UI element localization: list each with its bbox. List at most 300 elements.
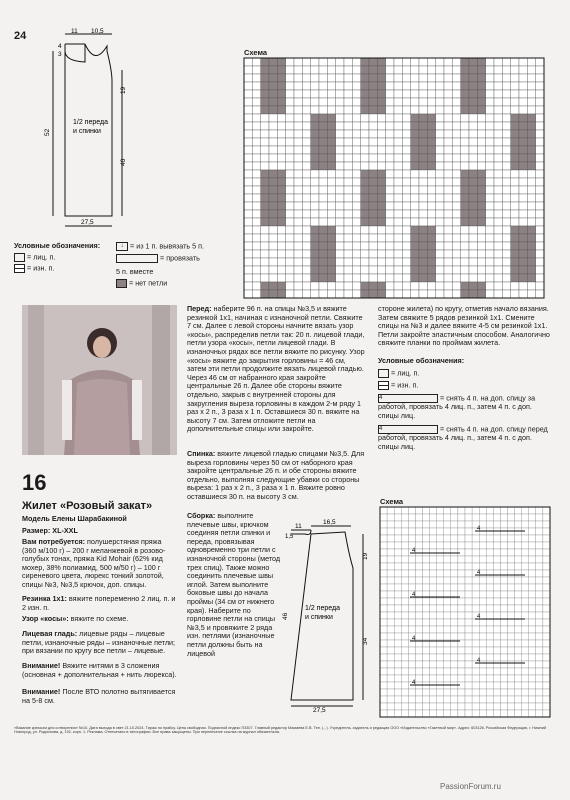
scheme-cell bbox=[519, 290, 527, 298]
scheme-cell bbox=[494, 98, 502, 106]
scheme-cell bbox=[452, 210, 460, 218]
scheme-cell bbox=[352, 282, 360, 290]
scheme-cell bbox=[519, 122, 527, 130]
scheme-cell bbox=[286, 210, 294, 218]
scheme-cell bbox=[352, 210, 360, 218]
scheme-bottom-cell bbox=[529, 689, 536, 696]
scheme-bottom-cell bbox=[437, 563, 444, 570]
scheme-bottom-cell bbox=[415, 612, 422, 619]
scheme-bottom-cell bbox=[415, 605, 422, 612]
scheme-bottom-cell bbox=[515, 549, 522, 556]
scheme-bottom-cell bbox=[493, 556, 500, 563]
scheme-cell bbox=[311, 146, 319, 154]
scheme-bottom-cell bbox=[529, 549, 536, 556]
scheme-bottom-cell bbox=[380, 633, 387, 640]
scheme-cell bbox=[302, 122, 310, 130]
scheme-cell bbox=[536, 202, 544, 210]
dim-w1: 11 bbox=[71, 28, 78, 35]
scheme-cell bbox=[419, 234, 427, 242]
scheme-cell bbox=[369, 106, 377, 114]
scheme-bottom-cell bbox=[380, 535, 387, 542]
scheme-cell bbox=[402, 106, 410, 114]
scheme-cell bbox=[519, 146, 527, 154]
cable-mark-label: 4 bbox=[477, 526, 481, 532]
scheme-cell bbox=[327, 250, 335, 258]
scheme-cell bbox=[344, 266, 352, 274]
scheme-bottom-cell bbox=[408, 703, 415, 710]
scheme-cell bbox=[494, 114, 502, 122]
scheme-cell bbox=[327, 282, 335, 290]
scheme-bottom-cell bbox=[479, 549, 486, 556]
cable-mark-label: 4 bbox=[412, 592, 416, 598]
cable-front-icon: 4 bbox=[378, 425, 438, 434]
scheme-cell bbox=[311, 234, 319, 242]
scheme-bottom-cell bbox=[486, 619, 493, 626]
scheme-cell bbox=[419, 194, 427, 202]
scheme-cell bbox=[252, 186, 260, 194]
scheme-cell bbox=[494, 218, 502, 226]
scheme-cell bbox=[461, 202, 469, 210]
scheme-cell bbox=[444, 234, 452, 242]
scheme-cell bbox=[269, 258, 277, 266]
scheme-cell bbox=[419, 218, 427, 226]
scheme-cell bbox=[494, 210, 502, 218]
scheme-bottom-cell bbox=[437, 528, 444, 535]
scheme-bottom-cell bbox=[465, 570, 472, 577]
scheme-cell bbox=[494, 138, 502, 146]
scheme-bottom-cell bbox=[486, 675, 493, 682]
scheme-cell bbox=[327, 290, 335, 298]
scheme-cell bbox=[394, 146, 402, 154]
scheme-bottom-cell bbox=[536, 633, 543, 640]
scheme-bottom-cell bbox=[458, 570, 465, 577]
scheme-bottom-cell bbox=[444, 584, 451, 591]
scheme-cell bbox=[369, 74, 377, 82]
scheme-cell bbox=[319, 114, 327, 122]
scheme-cell bbox=[327, 146, 335, 154]
scheme-bottom-cell bbox=[529, 640, 536, 647]
scheme-cell bbox=[519, 170, 527, 178]
scheme-cell bbox=[361, 258, 369, 266]
scheme-cell bbox=[477, 186, 485, 194]
dim-width: 27,5 bbox=[81, 219, 94, 226]
scheme-cell bbox=[461, 274, 469, 282]
scheme-bottom-cell bbox=[401, 710, 408, 717]
scheme-cell bbox=[394, 242, 402, 250]
scheme-cell bbox=[294, 194, 302, 202]
scheme-cell bbox=[411, 130, 419, 138]
scheme-cell bbox=[252, 258, 260, 266]
scheme-cell bbox=[427, 266, 435, 274]
scheme-bottom-cell bbox=[458, 633, 465, 640]
scheme-bottom-cell bbox=[515, 710, 522, 717]
scheme-cell bbox=[527, 114, 535, 122]
scheme-bottom-cell bbox=[529, 570, 536, 577]
scheme-cell bbox=[527, 290, 535, 298]
scheme-cell bbox=[477, 218, 485, 226]
scheme-bottom-cell bbox=[529, 598, 536, 605]
scheme-cell bbox=[519, 234, 527, 242]
scheme-bottom-cell bbox=[529, 591, 536, 598]
scheme-cell bbox=[336, 114, 344, 122]
scheme-cell bbox=[469, 170, 477, 178]
scheme-cell bbox=[386, 138, 394, 146]
scheme-cell bbox=[411, 58, 419, 66]
scheme-bottom-cell bbox=[522, 703, 529, 710]
scheme-cell bbox=[436, 122, 444, 130]
scheme-cell bbox=[369, 130, 377, 138]
scheme-bottom-cell bbox=[508, 577, 515, 584]
scheme-bottom-cell bbox=[423, 661, 430, 668]
scheme-cell bbox=[511, 98, 519, 106]
scheme-cell bbox=[402, 58, 410, 66]
scheme-bottom-cell bbox=[500, 563, 507, 570]
scheme-bottom-cell bbox=[415, 710, 422, 717]
scheme-bottom-cell bbox=[522, 647, 529, 654]
scheme-bottom-cell bbox=[380, 619, 387, 626]
scheme-cell bbox=[286, 266, 294, 274]
scheme-cell bbox=[427, 290, 435, 298]
scheme-cell bbox=[261, 106, 269, 114]
scheme-cell bbox=[286, 226, 294, 234]
scheme-cell bbox=[477, 250, 485, 258]
scheme-cell bbox=[469, 66, 477, 74]
scheme-bottom-cell bbox=[430, 570, 437, 577]
scheme-bottom-cell bbox=[529, 626, 536, 633]
scheme-cell bbox=[336, 66, 344, 74]
scheme-cell bbox=[294, 250, 302, 258]
scheme-cell bbox=[286, 114, 294, 122]
scheme-cell bbox=[402, 146, 410, 154]
scheme-cell bbox=[344, 138, 352, 146]
scheme-bottom-cell bbox=[522, 682, 529, 689]
scheme-bottom-cell bbox=[444, 535, 451, 542]
scheme-cell bbox=[486, 74, 494, 82]
scheme-cell bbox=[352, 162, 360, 170]
scheme-cell bbox=[361, 186, 369, 194]
scheme-cell bbox=[244, 266, 252, 274]
scheme-cell bbox=[527, 58, 535, 66]
scheme-cell bbox=[302, 106, 310, 114]
scheme-bottom-cell bbox=[444, 696, 451, 703]
scheme-bottom-cell bbox=[529, 521, 536, 528]
scheme-cell bbox=[369, 98, 377, 106]
scheme-bottom-cell bbox=[401, 584, 408, 591]
scheme-bottom-cell bbox=[408, 535, 415, 542]
scheme-bottom-cell bbox=[529, 619, 536, 626]
scheme-cell bbox=[352, 122, 360, 130]
scheme-bottom-cell bbox=[479, 542, 486, 549]
scheme-cell bbox=[352, 154, 360, 162]
scheme-cell bbox=[361, 66, 369, 74]
scheme-bottom-cell bbox=[522, 591, 529, 598]
scheme-cell bbox=[494, 58, 502, 66]
scheme-cell bbox=[277, 202, 285, 210]
scheme-cell bbox=[511, 170, 519, 178]
scheme-bottom-cell bbox=[536, 507, 543, 514]
scheme-cell bbox=[469, 58, 477, 66]
scheme-bottom-cell bbox=[380, 570, 387, 577]
scheme-bottom-cell bbox=[536, 570, 543, 577]
scheme-cell bbox=[269, 122, 277, 130]
scheme-bottom-cell bbox=[387, 689, 394, 696]
scheme-bottom-cell bbox=[444, 703, 451, 710]
scheme-cell bbox=[477, 258, 485, 266]
scheme-cell bbox=[402, 282, 410, 290]
scheme-bottom-cell bbox=[472, 549, 479, 556]
scheme-cell bbox=[252, 98, 260, 106]
scheme-bottom-cell bbox=[486, 521, 493, 528]
scheme-cell bbox=[319, 242, 327, 250]
scheme-cell bbox=[244, 274, 252, 282]
scheme-bottom-cell bbox=[444, 514, 451, 521]
scheme-cell bbox=[527, 250, 535, 258]
scheme-bottom-cell bbox=[380, 640, 387, 647]
scheme-bottom-cell bbox=[508, 507, 515, 514]
scheme-cell bbox=[427, 98, 435, 106]
scheme-cell bbox=[527, 202, 535, 210]
scheme-cell bbox=[277, 290, 285, 298]
scheme-cell bbox=[461, 82, 469, 90]
scheme-cell bbox=[386, 82, 394, 90]
scheme-cell bbox=[477, 82, 485, 90]
dim-h-total: 52 bbox=[44, 128, 51, 136]
scheme-cell bbox=[402, 74, 410, 82]
scheme-bottom-cell bbox=[408, 605, 415, 612]
scheme-cell bbox=[402, 202, 410, 210]
scheme-cell bbox=[452, 282, 460, 290]
scheme-cell bbox=[286, 194, 294, 202]
scheme-bottom-cell bbox=[479, 514, 486, 521]
scheme-cell bbox=[352, 194, 360, 202]
scheme-cell bbox=[519, 202, 527, 210]
cable-back-icon: 4 bbox=[378, 394, 438, 403]
scheme-bottom-cell bbox=[451, 612, 458, 619]
scheme-cell bbox=[411, 242, 419, 250]
scheme-cell bbox=[411, 210, 419, 218]
scheme-bottom-cell bbox=[500, 654, 507, 661]
scheme-cell bbox=[336, 234, 344, 242]
scheme-cell bbox=[252, 210, 260, 218]
scheme-bottom-cell bbox=[387, 682, 394, 689]
scheme-cell bbox=[377, 154, 385, 162]
scheme-bottom-cell bbox=[529, 633, 536, 640]
scheme-cell bbox=[252, 122, 260, 130]
scheme-bottom-cell bbox=[437, 556, 444, 563]
scheme-cell bbox=[336, 186, 344, 194]
scheme-cell bbox=[527, 218, 535, 226]
scheme-bottom-cell bbox=[508, 584, 515, 591]
scheme-cell bbox=[377, 66, 385, 74]
scheme-cell bbox=[386, 170, 394, 178]
scheme-cell bbox=[452, 170, 460, 178]
scheme-cell bbox=[502, 234, 510, 242]
scheme-cell bbox=[519, 66, 527, 74]
scheme-bottom-cell bbox=[401, 549, 408, 556]
scheme-bottom-cell bbox=[465, 710, 472, 717]
scheme-bottom-cell bbox=[465, 507, 472, 514]
scheme-cell bbox=[394, 274, 402, 282]
scheme-bottom-cell bbox=[408, 598, 415, 605]
scheme-cell bbox=[294, 202, 302, 210]
scheme-bottom-cell bbox=[458, 535, 465, 542]
scheme-cell bbox=[244, 90, 252, 98]
scheme-cell bbox=[352, 186, 360, 194]
scheme-cell bbox=[369, 202, 377, 210]
scheme-bottom-cell bbox=[437, 703, 444, 710]
scheme-cell bbox=[436, 234, 444, 242]
scheme-cell bbox=[411, 170, 419, 178]
scheme-cell bbox=[402, 218, 410, 226]
scheme-bottom-cell bbox=[536, 675, 543, 682]
scheme-cell bbox=[461, 194, 469, 202]
scheme-cell bbox=[452, 290, 460, 298]
scheme-bottom-cell bbox=[451, 598, 458, 605]
scheme-cell bbox=[286, 242, 294, 250]
scheme-cell bbox=[494, 186, 502, 194]
scheme-cell bbox=[494, 170, 502, 178]
scheme-cell bbox=[419, 130, 427, 138]
scheme-cell bbox=[244, 282, 252, 290]
scheme-cell bbox=[427, 58, 435, 66]
scheme-cell bbox=[311, 90, 319, 98]
scheme-cell bbox=[252, 106, 260, 114]
scheme-bottom-cell bbox=[529, 563, 536, 570]
scheme-cell bbox=[386, 290, 394, 298]
scheme-cell bbox=[261, 290, 269, 298]
scheme-bottom-cell bbox=[387, 647, 394, 654]
scheme-cell bbox=[427, 274, 435, 282]
scheme-cell bbox=[269, 202, 277, 210]
scheme-cell bbox=[336, 130, 344, 138]
scheme-bottom-cell bbox=[486, 640, 493, 647]
scheme-bottom-cell bbox=[430, 675, 437, 682]
scheme-cell bbox=[269, 218, 277, 226]
scheme-bottom-cell bbox=[543, 626, 550, 633]
scheme-cell bbox=[386, 122, 394, 130]
scheme-cell bbox=[444, 242, 452, 250]
scheme-cell bbox=[319, 106, 327, 114]
scheme-bottom-cell bbox=[394, 696, 401, 703]
scheme-cell bbox=[511, 226, 519, 234]
scheme-cell bbox=[294, 58, 302, 66]
scheme-cell bbox=[302, 274, 310, 282]
scheme-bottom-cell bbox=[536, 689, 543, 696]
scheme-bottom-cell bbox=[529, 605, 536, 612]
scheme-bottom-cell bbox=[380, 528, 387, 535]
scheme-bottom-cell bbox=[430, 633, 437, 640]
scheme-bottom-cell bbox=[529, 675, 536, 682]
scheme-bottom-cell bbox=[486, 584, 493, 591]
scheme-bottom-cell bbox=[515, 577, 522, 584]
scheme-bottom-cell bbox=[479, 584, 486, 591]
scheme-bottom-cell bbox=[387, 542, 394, 549]
scheme-cell bbox=[452, 194, 460, 202]
scheme-cell bbox=[519, 266, 527, 274]
scheme-bottom-cell bbox=[465, 577, 472, 584]
scheme-cell bbox=[502, 258, 510, 266]
scheme-bottom-cell bbox=[423, 598, 430, 605]
scheme-bottom-cell bbox=[401, 577, 408, 584]
scheme-bottom-cell bbox=[479, 605, 486, 612]
scheme-cell bbox=[461, 218, 469, 226]
scheme-cell bbox=[519, 274, 527, 282]
scheme-bottom-cell bbox=[500, 612, 507, 619]
scheme-cell bbox=[461, 186, 469, 194]
scheme-cell bbox=[436, 258, 444, 266]
scheme-cell bbox=[461, 114, 469, 122]
dim-h2: 3 bbox=[58, 51, 62, 58]
scheme-cell bbox=[477, 122, 485, 130]
scheme-bottom-cell bbox=[444, 507, 451, 514]
scheme-cell bbox=[461, 130, 469, 138]
legend2-knit: = лиц. п. bbox=[378, 369, 419, 378]
scheme-cell bbox=[286, 146, 294, 154]
scheme-cell bbox=[494, 178, 502, 186]
scheme-bottom-cell bbox=[423, 528, 430, 535]
scheme-cell bbox=[469, 274, 477, 282]
knit-symbol-icon bbox=[14, 253, 25, 262]
scheme-bottom-cell bbox=[387, 696, 394, 703]
legend-top-title: Условные обозначения: bbox=[14, 241, 101, 250]
scheme-cell bbox=[311, 66, 319, 74]
dim-h-lower: 40 bbox=[120, 158, 127, 166]
scheme-bottom-cell bbox=[543, 710, 550, 717]
scheme-cell bbox=[252, 242, 260, 250]
scheme-bottom-cell bbox=[500, 633, 507, 640]
scheme-cell bbox=[294, 242, 302, 250]
scheme-bottom-cell bbox=[543, 619, 550, 626]
scheme-cell bbox=[244, 242, 252, 250]
scheme-bottom-cell bbox=[486, 710, 493, 717]
scheme-cell bbox=[511, 186, 519, 194]
scheme-bottom-cell bbox=[451, 626, 458, 633]
scheme-cell bbox=[261, 266, 269, 274]
scheme-cell bbox=[311, 218, 319, 226]
scheme-cell bbox=[536, 98, 544, 106]
scheme-cell bbox=[502, 130, 510, 138]
scheme-cell bbox=[519, 218, 527, 226]
scheme-bottom-cell bbox=[401, 647, 408, 654]
scheme-cell bbox=[302, 138, 310, 146]
scheme-cell bbox=[294, 74, 302, 82]
scheme-bottom-cell bbox=[458, 668, 465, 675]
scheme-bottom-cell bbox=[493, 598, 500, 605]
scheme-bottom-cell bbox=[415, 633, 422, 640]
scheme-bottom-cell bbox=[437, 626, 444, 633]
scheme-bottom-cell bbox=[380, 542, 387, 549]
scheme-cell bbox=[277, 90, 285, 98]
scheme-cell bbox=[311, 210, 319, 218]
scheme-cell bbox=[436, 82, 444, 90]
scheme-bottom-cell bbox=[508, 598, 515, 605]
scheme-bottom-cell bbox=[458, 542, 465, 549]
scheme-cell bbox=[252, 218, 260, 226]
scheme-cell bbox=[477, 162, 485, 170]
scheme-cell bbox=[369, 242, 377, 250]
scheme-bottom-cell bbox=[536, 591, 543, 598]
scheme-cell bbox=[436, 130, 444, 138]
scheme-cell bbox=[311, 266, 319, 274]
scheme-cell bbox=[494, 274, 502, 282]
scheme-cell bbox=[344, 154, 352, 162]
article-title: Жилет «Розовый закат» bbox=[22, 500, 153, 512]
scheme-cell bbox=[452, 258, 460, 266]
scheme-cell bbox=[344, 170, 352, 178]
scheme-bottom-cell bbox=[515, 507, 522, 514]
scheme-bottom-cell bbox=[451, 689, 458, 696]
scheme-cell bbox=[427, 282, 435, 290]
